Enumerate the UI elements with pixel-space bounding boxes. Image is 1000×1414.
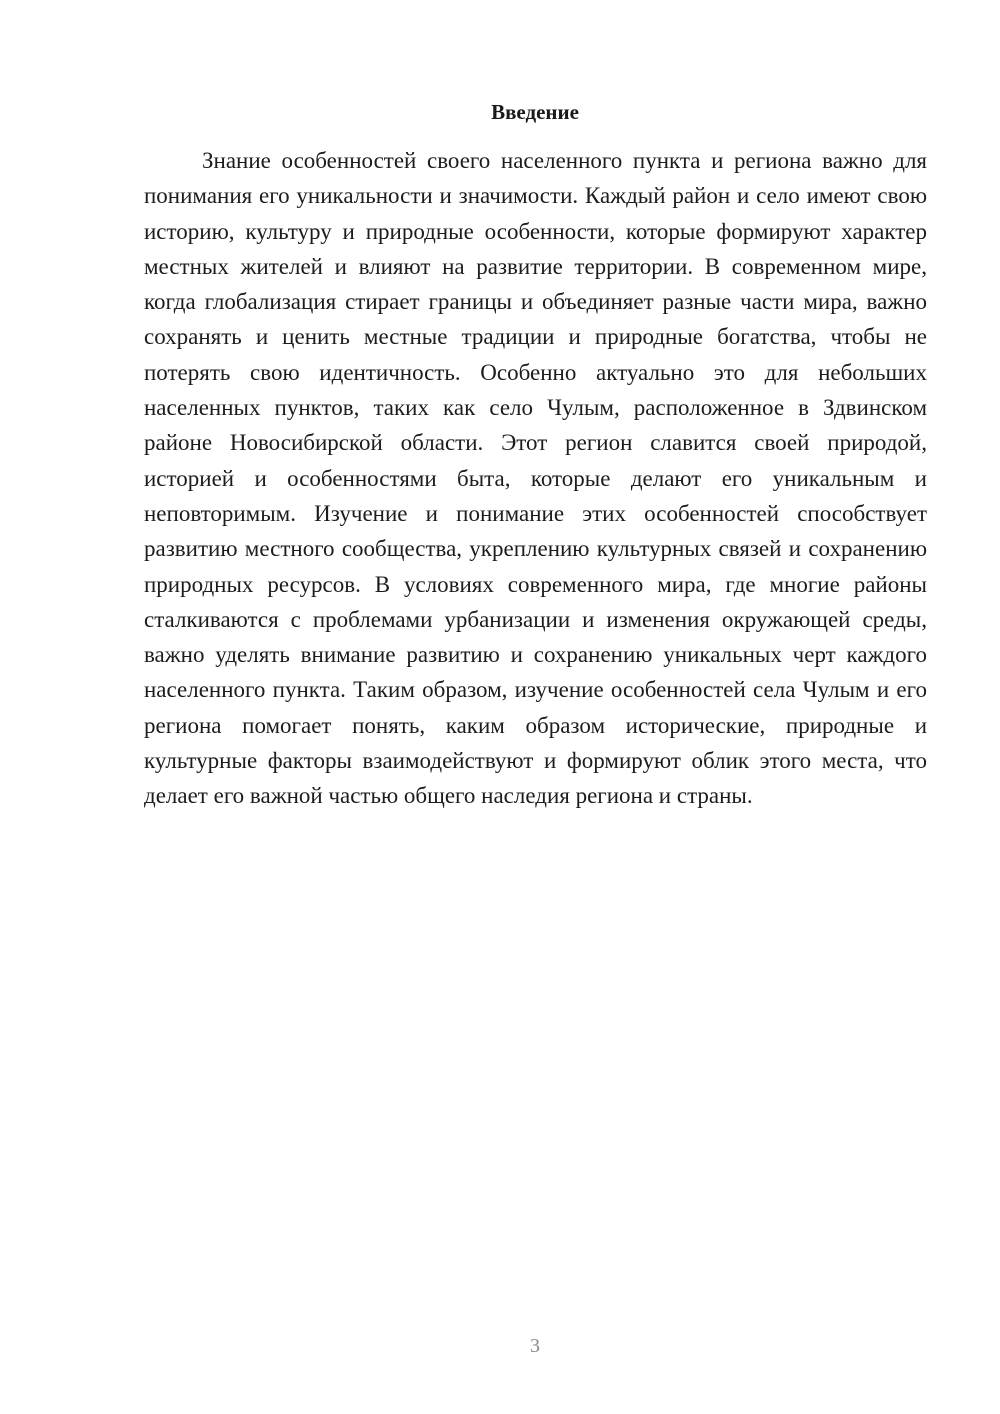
page-number: 3 [530,1335,540,1357]
section-heading: Введение [491,100,579,124]
intro-paragraph: Знание особенностей своего населенного пункта и региона важно для понимания его уникальности и значимости. Каждый район и село имеют свою историю, культуру и природные особенности, которые формируют характер местных жителей и влияют на развитие территории. В современном мире, когда глобализация стирает границы и объединяет разные части мира, важно сохранять и ценить местные традиции и природные богатства, чтобы не потерять свою идентичность. Особенно актуально это для небольших населенных пунктов, таких как село Чулым, расположенное в Здвинском районе Новосибирской области. Этот регион славится своей природой, историей и особенностями быта, которые делают его уникальным и неповторимым. Изучение и понимание этих особенностей способствует развитию местного сообщества, укреплению культурных связей и сохранению природных ресурсов. В условиях современного мира, где многие районы сталкиваются с проблемами урбанизации и изменения окружающей среды, важно уделять внимание развитию и сохранению уникальных черт каждого населенного пункта. Таким образом, изучение особенностей села Чулым и его региона помогает понять, каким образом исторические, природные и культурные факторы взаимодействуют и формируют облик этого места, что делает его важной частью общего наследия региона и страны. [144,148,927,809]
